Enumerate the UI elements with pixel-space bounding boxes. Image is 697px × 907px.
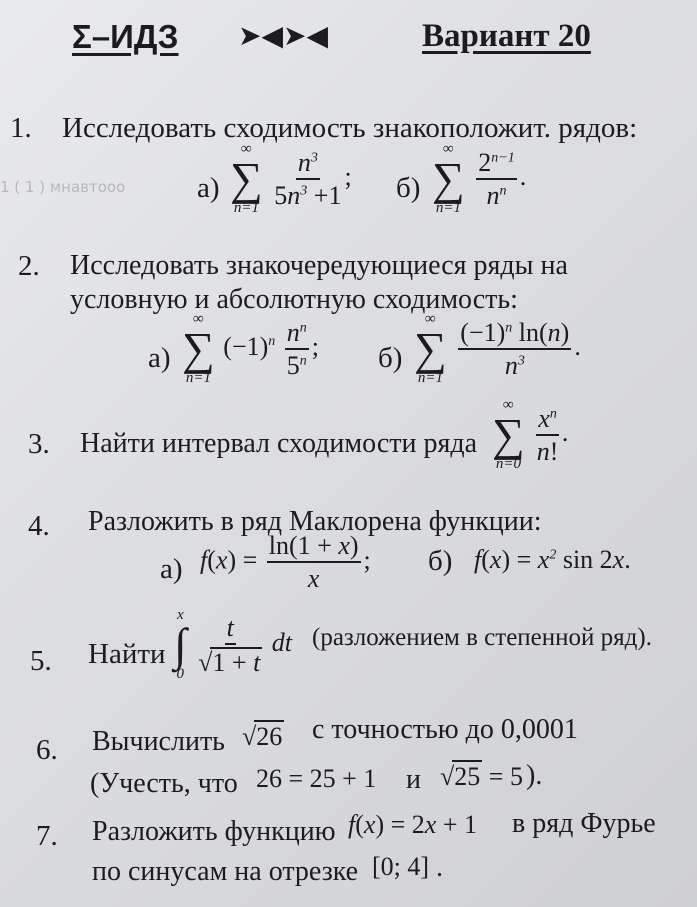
task-6-number: 6. [36, 734, 58, 766]
task-4b-function: $f(x) = x^2$ sin 2x. [474, 545, 631, 574]
task-7-function: f(x) = 2x + 1 [348, 810, 477, 839]
task-1-number: 1. [10, 112, 32, 144]
task-1a-series: ∞ ∑ n=1 $\frac{n^3}{5n^3 +1}$ ; [230, 141, 352, 216]
task-7-line1-a: Разложить функцию [92, 816, 336, 847]
task-5-number: 5. [30, 645, 52, 677]
bleed-through-text: 1 ( 1 ) мнавтооо [0, 178, 126, 196]
task-2b-series: ∞ ∑ n=1 $\frac{(-1)^n \ln(n)}{n^3}$ . [414, 311, 581, 386]
task-7-line1-b: в ряд Фурье [512, 808, 656, 839]
task-4a-function: f(x) = $\frac{\ln(1 + x)}{x}$ ; [200, 531, 371, 594]
task-4-text: Разложить в ряд Маклорена функции: [88, 506, 542, 537]
task-1-text: Исследовать сходимость знакоположит. рядов: [62, 112, 638, 144]
task-3-series: ∞ ∑ n=0 $\frac{x^n}{n!}$ . [492, 397, 569, 472]
task-4b-label: б) [428, 545, 453, 577]
task-6-line1-b: с точностью до 0,0001 [312, 714, 578, 745]
task-7-number: 7. [36, 820, 58, 852]
header-decoration: ➤◀➤◀ [238, 19, 328, 52]
task-5-note: (разложением в степенной ряд). [312, 624, 652, 651]
header-title: Σ–ИДЗ [72, 18, 179, 55]
task-2-line1: Исследовать знакочередующиеся ряды на [70, 250, 568, 281]
task-7-interval: [0; 4] [372, 852, 430, 881]
task-4a-label: а) [160, 553, 183, 585]
task-7-line2-a: по синусам на отрезке [92, 856, 359, 887]
task-5-integral: x ∫ 0 $\frac{t}{√1 + t}$ dt [174, 607, 293, 682]
task-1a-label: а) [197, 172, 220, 204]
task-3-text: Найти интервал сходимости ряда [80, 428, 478, 459]
task-2b-label: б) [378, 342, 403, 374]
task-1b-series: ∞ ∑ n=1 $\frac{2^{n-1}}{n^n}$ . [432, 141, 527, 216]
variant-label: Вариант 20 [422, 18, 591, 54]
task-6-equation: 26 = 25 + 1 [256, 764, 377, 793]
task-6-sqrt26: √26 [242, 722, 283, 751]
task-6-line1-a: Вычислить [92, 726, 225, 757]
task-6-sqrt25: √25 = 5 [440, 762, 523, 791]
task-6-line2-end: ). [526, 760, 543, 791]
task-3-number: 3. [28, 428, 50, 460]
task-2-number: 2. [18, 250, 40, 282]
task-5-text: Найти [88, 638, 166, 670]
task-7-line2-end: . [436, 852, 443, 883]
task-6-line2-b: и [406, 764, 421, 795]
task-1b-label: б) [396, 172, 421, 204]
task-4-number: 4. [28, 510, 50, 542]
task-2-line2: условную и абсолютную сходимость: [70, 284, 518, 315]
task-2a-label: а) [148, 342, 171, 374]
task-6-line2-a: (Учесть, что [90, 768, 238, 799]
task-2a-series: ∞ ∑ n=1 $(-1)^n$ $\frac{n^n}{5^n}$ ; [182, 311, 320, 386]
